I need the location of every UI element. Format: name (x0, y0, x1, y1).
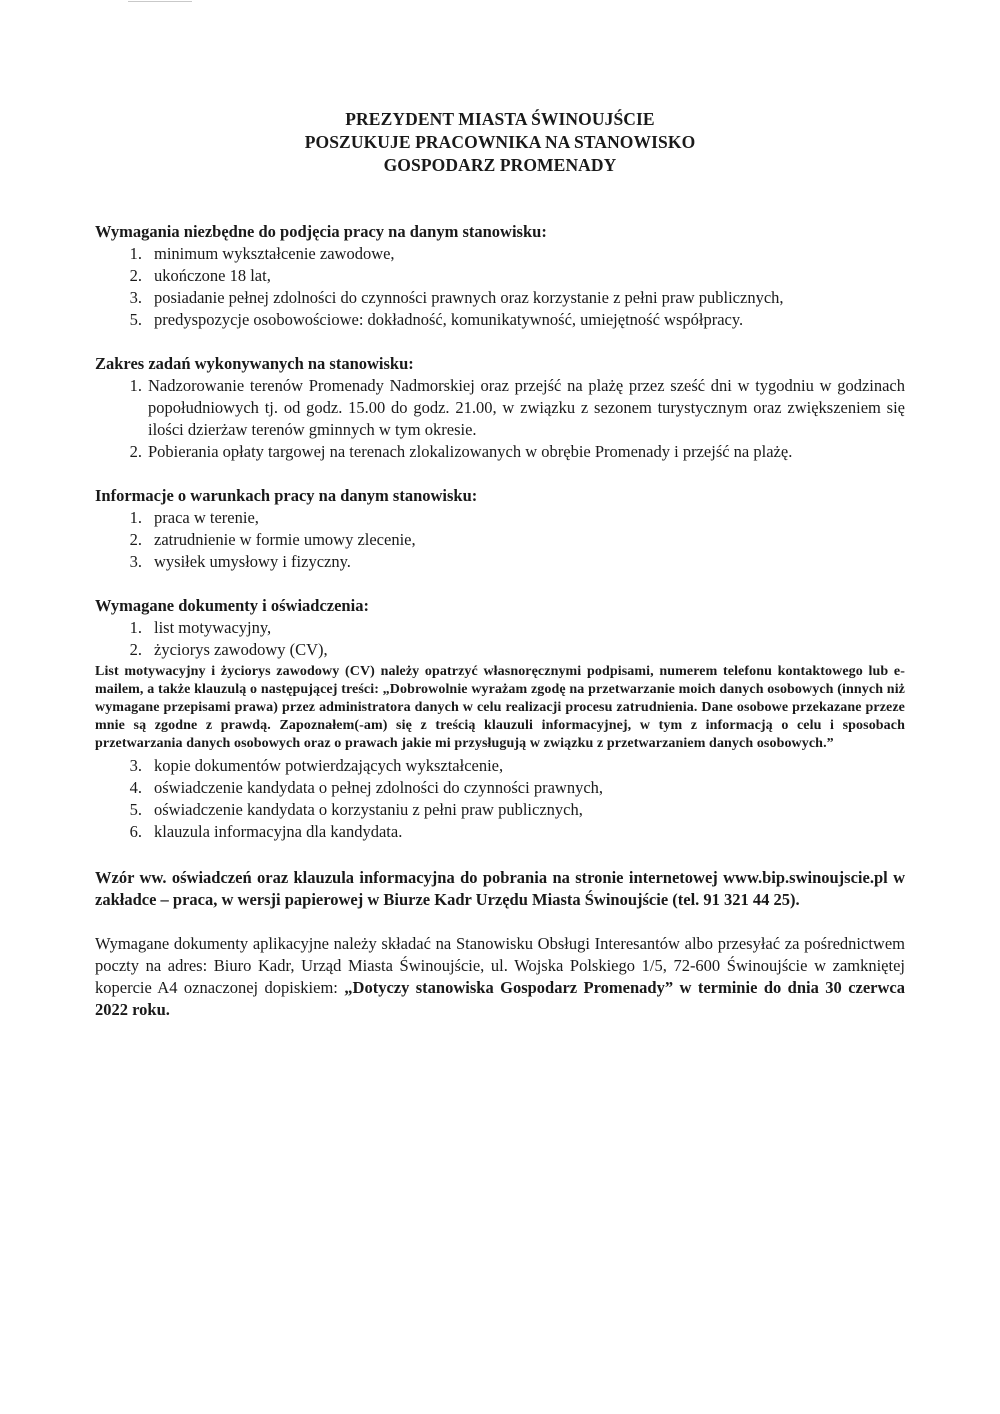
list-item-number: 1. (129, 376, 142, 395)
list-item-number: 6. (129, 822, 142, 841)
list-item (95, 287, 905, 309)
list-item-text: minimum wykształcenie zawodowe, (154, 244, 395, 263)
job-announcement-document (95, 108, 905, 1021)
scan-artifact-line (128, 1, 192, 2)
requirements-section (95, 221, 905, 331)
list-item (95, 375, 905, 441)
list-item-text: oświadczenie kandydata o korzystaniu z pełni praw publicznych, (154, 800, 583, 819)
list-item-text: praca w terenie, (154, 508, 259, 527)
documents-section (95, 595, 905, 843)
list-item-number: 1. (129, 508, 142, 527)
list-item (95, 777, 905, 799)
submission-text: Wymagane dokumenty aplikacyjne należy składać na Stanowisku Obsługi Interesantów albo przesyłać za pośrednictwem poczty na adres: Biuro Kadr, Urząd Miasta Świnoujście, ul. Wojska Polskiego 1/5, 72-600 Świnoujście w zamkniętej kopercie A4 oznaczonej dopiskiem: (95, 934, 905, 997)
list-item-text: kopie dokumentów potwierdzających wykształcenie, (154, 756, 504, 775)
duties-heading: Zakres zadań wykonywanych na stanowisku: (95, 354, 414, 373)
documents-heading: Wymagane dokumenty i oświadczenia: (95, 596, 369, 615)
list-item-number: 3. (129, 288, 142, 307)
list-item-number: 5. (129, 310, 142, 329)
list-item-text: list motywacyjny, (154, 618, 272, 637)
list-item (95, 639, 905, 661)
list-item (95, 243, 905, 265)
list-item-text: Pobierania opłaty targowej na terenach zlokalizowanych w obrębie Promenady i przejść na plażę. (148, 442, 793, 461)
list-item-number: 1. (129, 618, 142, 637)
list-item-text: klauzula informacyjna dla kandydata. (154, 822, 403, 841)
list-item (95, 799, 905, 821)
submission-deadline: „Dotyczy stanowiska Gospodarz Promenady” w terminie do dnia 30 czerwca 2022 roku. (95, 978, 905, 1019)
list-item (95, 617, 905, 639)
conditions-heading: Informacje o warunkach pracy na danym stanowisku: (95, 486, 478, 505)
submission-instructions (95, 933, 905, 1021)
title-line-2: POSZUKUJE PRACOWNIKA NA STANOWISKO (304, 132, 696, 152)
requirements-list (95, 243, 905, 331)
conditions-list (95, 507, 905, 573)
list-item-number: 2. (129, 266, 142, 285)
list-item (95, 309, 905, 331)
duties-section (95, 353, 905, 463)
list-item-text: życiorys zawodowy (CV), (154, 640, 328, 659)
forms-download-info: Wzór ww. oświadczeń oraz klauzula informacyjna do pobrania na stronie internetowej www.bip.swinoujscie.pl w zakładce – praca, w wersji papierowej w Biurze Kadr Urzędu Miasta Świnoujście (tel. 91 321 44 25). (95, 868, 905, 909)
list-item-text: Nadzorowanie terenów Promenady Nadmorskiej oraz przejść na plażę przez sześć dni w tygodniu w godzinach popołudniowych tj. od godz. 15.00 do godz. 21.00, w związku z sezonem turystycznym oraz zwiększeniem się ilości dzierżaw terenów gminnych w tym okresie. (148, 376, 905, 439)
consent-clause-note: List motywacyjny i życiorys zawodowy (CV) należy opatrzyć własnoręcznymi podpisami, numerem telefonu kontaktowego lub e-mailem, a także klauzulą o następującej treści: „Dobrowolnie wyrażam zgodę na przetwarzanie moich danych osobowych (innych niż wymagane przepisami prawa) przez administratora danych w celu realizacji procesu zatrudnienia. Dane osobowe przekazane przeze mnie są zgodne z prawdą. Zapoznałem(-am) się z treścią klauzuli informacyjnej, w tym z informacją o celu i sposobach przetwarzania danych osobowych oraz o prawach jakie mi przysługują w związku z przetwarzaniem danych osobowych.” (95, 664, 905, 751)
list-item (95, 441, 905, 463)
list-item-number: 2. (129, 530, 142, 549)
title-line-1: PREZYDENT MIASTA ŚWINOUJŚCIE (345, 109, 655, 129)
documents-list-part-2 (95, 755, 905, 843)
title-line-3: GOSPODARZ PROMENADY (383, 155, 617, 175)
list-item (95, 507, 905, 529)
list-item-number: 3. (129, 552, 142, 571)
list-item-text: posiadanie pełnej zdolności do czynności prawnych oraz korzystanie z pełni praw publicznych, (154, 288, 784, 307)
requirements-heading: Wymagania niezbędne do podjęcia pracy na danym stanowisku: (95, 222, 547, 241)
documents-list-part-1 (95, 617, 905, 661)
list-item-text: zatrudnienie w formie umowy zlecenie, (154, 530, 416, 549)
list-item (95, 529, 905, 551)
conditions-section (95, 485, 905, 573)
duties-list (95, 375, 905, 463)
list-item (95, 821, 905, 843)
list-item (95, 265, 905, 287)
list-item-number: 5. (129, 800, 142, 819)
list-item-text: oświadczenie kandydata o pełnej zdolności do czynności prawnych, (154, 778, 604, 797)
list-item-number: 3. (129, 756, 142, 775)
list-item-text: ukończone 18 lat, (154, 266, 271, 285)
list-item (95, 755, 905, 777)
list-item-number: 2. (129, 442, 142, 461)
list-item-text: wysiłek umysłowy i fizyczny. (154, 552, 351, 571)
list-item-text: predyspozycje osobowościowe: dokładność, komunikatywność, umiejętność współpracy. (154, 310, 744, 329)
list-item-number: 1. (129, 244, 142, 263)
document-title (95, 108, 905, 177)
list-item (95, 551, 905, 573)
list-item-number: 2. (129, 640, 142, 659)
list-item-number: 4. (129, 778, 142, 797)
